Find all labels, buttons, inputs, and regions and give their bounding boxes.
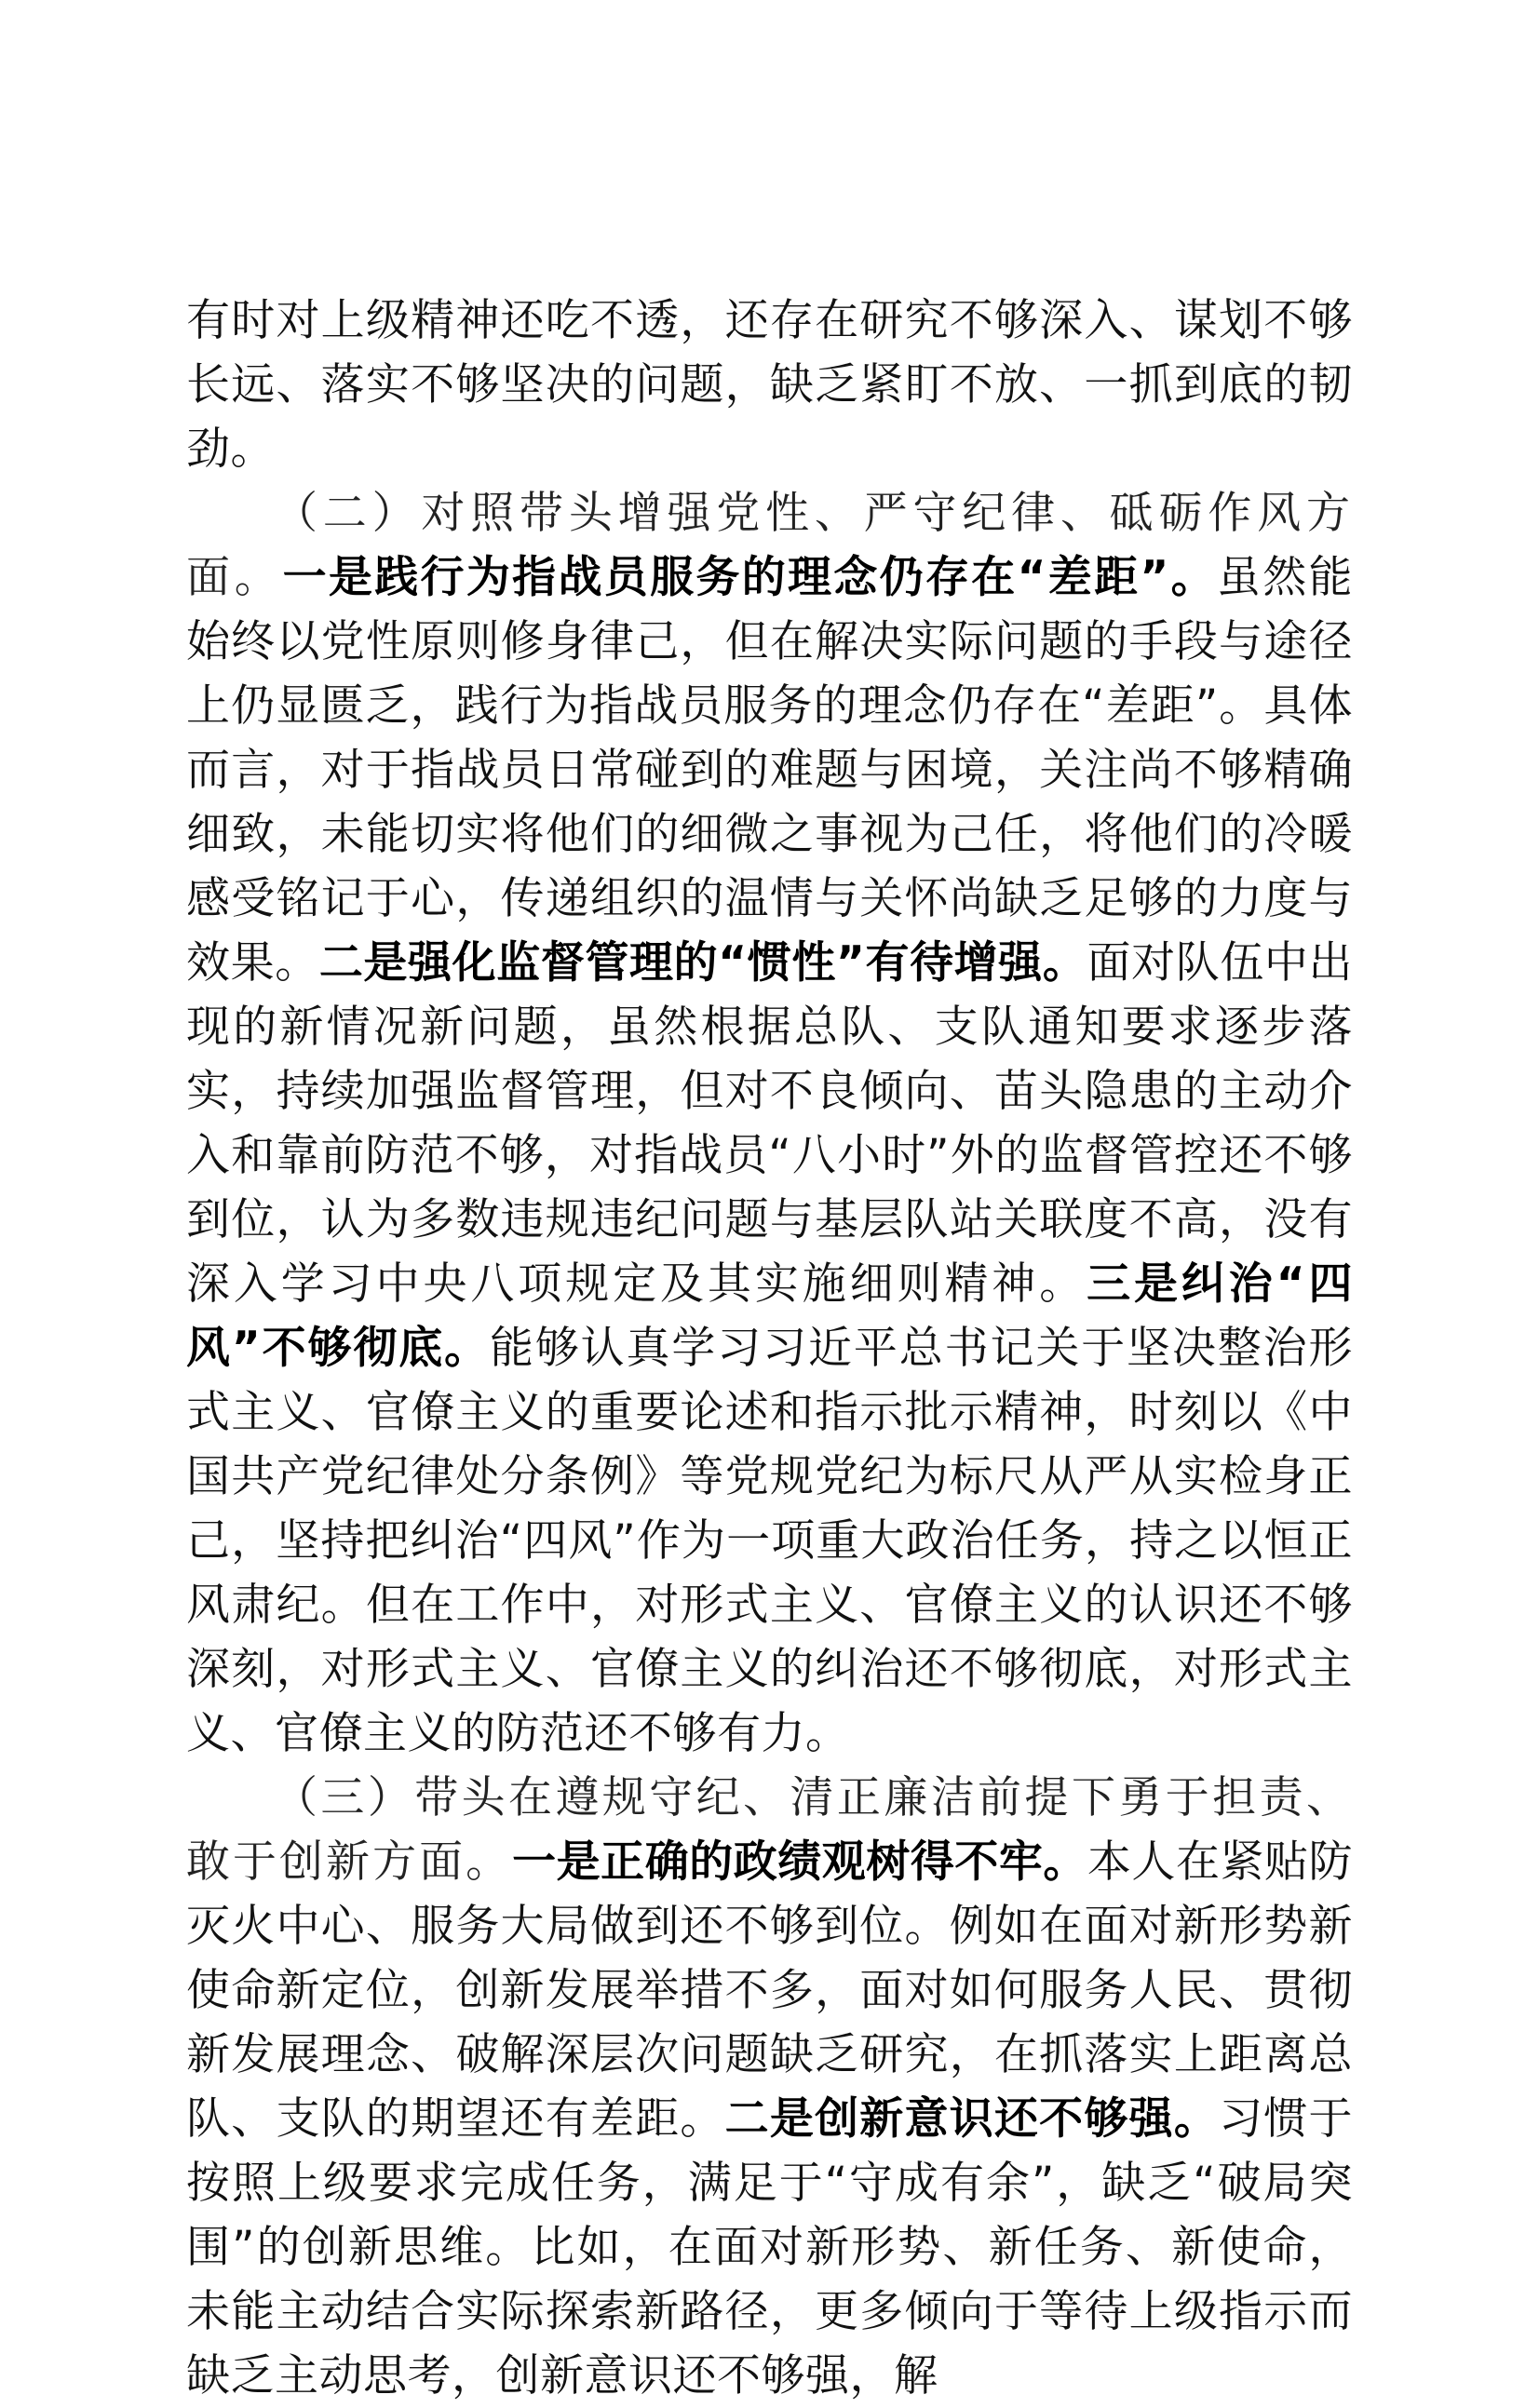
bold-point: 一是正确的政绩观树得不牢。 xyxy=(512,1836,1087,1888)
text-run: 面对队伍中出现的新情况新问题，虽然根据总队、支队通知要求逐步落实，持续加强监督管理，但对不良倾向、苗头隐患的主动介入和靠前防范不够，对指战员“八小时”外的监督管控还不够到位，认为多数违规违纪问题与基层队站关联度不高，没有深入学习中央八项规定及其实施细则精神。 xyxy=(186,937,1354,1310)
bold-point: 二是强化监督管理的“惯性”有待增强。 xyxy=(318,937,1087,989)
paragraph-section-two xyxy=(186,481,1353,1766)
text-run: 能够认真学习习近平总书记关于坚决整治形式主义、官僚主义的重要论述和指示批示精神，时刻以《中国共产党纪律处分条例》等党规党纪为标尺从严从实检身正己，坚持把纠治“四风”作为一项重大政治任务，持之以恒正风肃纪。但在工作中，对形式主义、官僚主义的认识还不够深刻，对形式主义、官僚主义的纠治还不够彻底，对形式主义、官僚主义的防范还不够有力。 xyxy=(186,1323,1354,1759)
text-run: 本人在紧贴防灭火中心、服务大局做到还不够到位。例如在面对新形势新使命新定位，创新发展举措不多，面对如何服务人民、贯彻新发展理念、破解深层次问题缺乏研究，在抓落实上距离总队、支队的期望还有差距。 xyxy=(186,1836,1354,2145)
bold-point: 一是践行为指战员服务的理念仍存在“差距”。 xyxy=(282,552,1217,603)
section-heading: （二）对照带头增强党性、严守纪律、砥砺作风方面。 xyxy=(186,488,1353,603)
paragraph-section-three xyxy=(186,1766,1353,2408)
section-heading: （三）带头在遵规守纪、清正廉洁前提下勇于担责、敢于创新方面。 xyxy=(186,1772,1353,1888)
bold-point: 二是创新意识还不够强。 xyxy=(724,2093,1220,2145)
text-run: 有时对上级精神还吃不透，还存在研究不够深入、谋划不够长远、落实不够坚决的问题，缺乏紧盯不放、一抓到底的韧劲。 xyxy=(186,295,1353,475)
paragraph-continuation xyxy=(186,289,1353,481)
text-run: 虽然能始终以党性原则修身律己，但在解决实际问题的手段与途径上仍显匮乏，践行为指战员服务的理念仍存在“差距”。具体而言，对于指战员日常碰到的难题与困境，关注尚不够精确细致，未能切实将他们的细微之事视为己任，将他们的冷暖感受铭记于心，传递组织的温情与关怀尚缺乏足够的力度与效果。 xyxy=(186,552,1354,989)
document-body xyxy=(186,289,1353,2408)
text-run: 习惯于按照上级要求完成任务，满足于“守成有余”，缺乏“破局突围”的创新思维。比如，在面对新形势、新任务、新使命，未能主动结合实际探索新路径，更多倾向于等待上级指示而缺乏主动思考，创新意识还不够强，解 xyxy=(186,2093,1354,2401)
bold-point: 三是纠治“四风”不够彻底。 xyxy=(186,1258,1354,1374)
